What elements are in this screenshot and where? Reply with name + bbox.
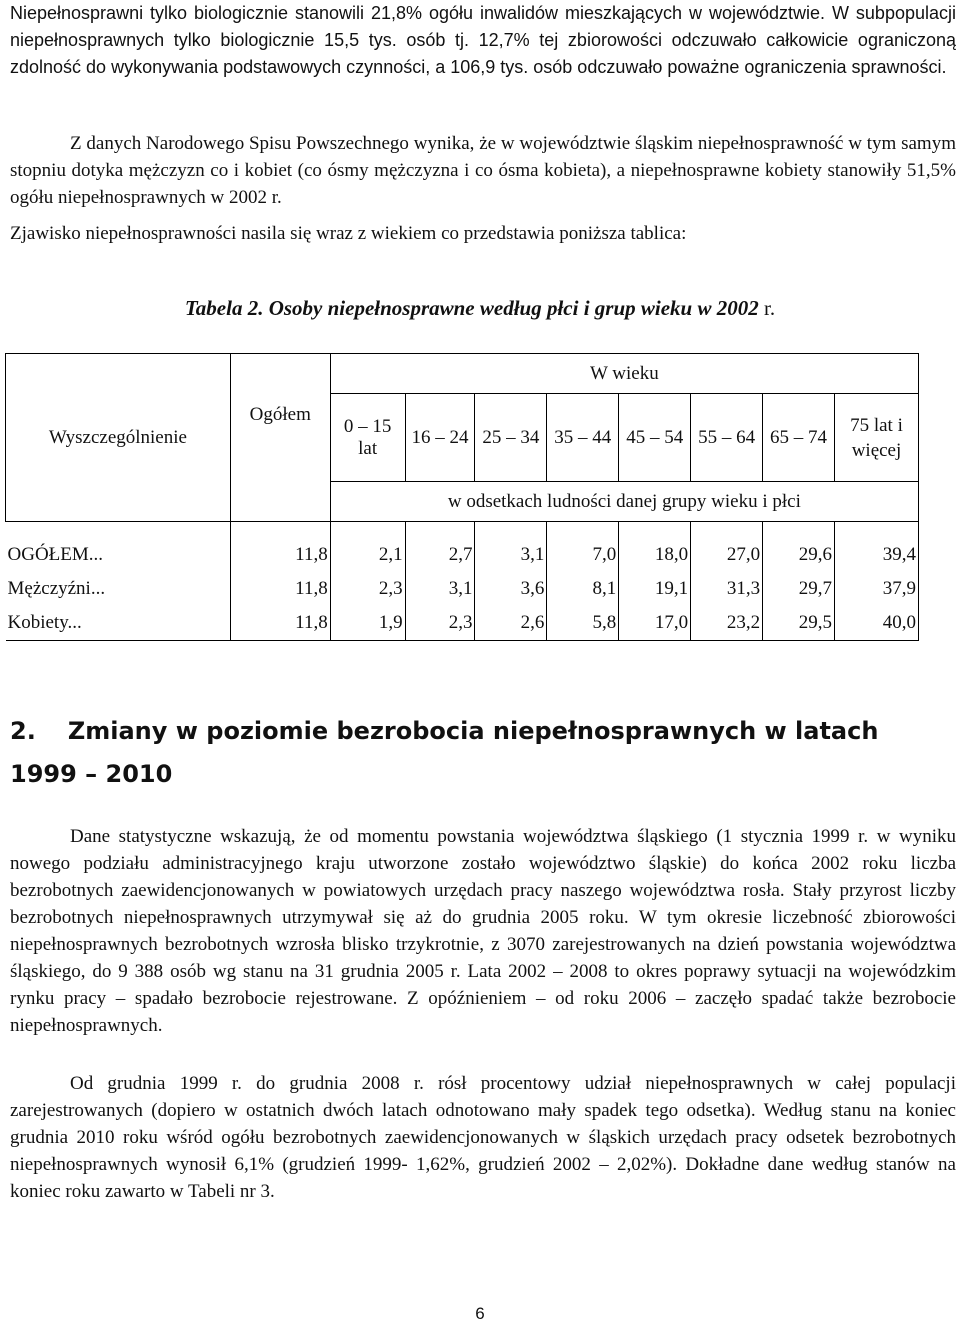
cell-value: 3,6 — [475, 572, 547, 606]
header-age-55-64: 55 – 64 — [691, 394, 763, 482]
row-label: Kobiety... — [6, 606, 231, 641]
cell-value: 23,2 — [691, 606, 763, 641]
header-age-25-34: 25 – 34 — [475, 394, 547, 482]
unemployment-paragraph: Dane statystyczne wskazują, że od momentu powstania województwa śląskiego (1 stycznia 1999 r. w wyniku nowego podziału administracyjnego kraju utworzone zostało województwo śląskie) do końca 2002 roku liczba bezrobotnych zaewidencjonowanych w powiatowych urzędach pracy naszego województwa rosła. Stały przyrost liczby bezrobotnych niepełnosprawnych utrzymywał się aż do grudnia 2005 roku. W tym okresie liczebność zbiorowości niepełnosprawnych bezrobotnych wzrosła blisko trzykrotnie, z 3070 zarejestrowanych na dzień powstania województwa śląskiego, do 9 388 osób wg stanu na 31 grudnia 2005 r. Lata 2002 – 2008 to okres poprawy sytuacji na wojewódzkim rynku pracy – spadało bezrobocie rejestrowane. Z opóźnieniem – od roku 2006 – zaczęło spadać także bezrobocie niepełnosprawnych. — [10, 826, 956, 1036]
cell-value: 2,3 — [405, 606, 475, 641]
disability-age-table — [5, 353, 919, 641]
cell-value: 31,3 — [691, 572, 763, 606]
cell-value: 8,1 — [547, 572, 619, 606]
header-age-16-24: 16 – 24 — [405, 394, 475, 482]
cell-value: 19,1 — [619, 572, 691, 606]
cell-value: 2,1 — [330, 538, 405, 572]
cell-value: 37,9 — [834, 572, 918, 606]
cell-value: 2,3 — [330, 572, 405, 606]
header-age-75-plus: 75 lat i więcej — [834, 394, 918, 482]
cell-value: 11,8 — [230, 572, 330, 606]
cell-value: 5,8 — [547, 606, 619, 641]
census-paragraph: Z danych Narodowego Spisu Powszechnego wynika, że w województwie śląskim niepełnosprawność w tym samym stopniu dotyka mężczyzn co i kobiet (co ósmy mężczyzna i co ósma kobieta), a niepełnosprawne kobiety stanowiły 51,5% ogółu niepełnosprawnych w 2002 r. — [10, 133, 956, 208]
header-description: Wyszczególnienie — [6, 354, 231, 522]
header-age-65-74: 65 – 74 — [763, 394, 835, 482]
table-caption-suffix: r. — [758, 296, 776, 320]
cell-value: 39,4 — [834, 538, 918, 572]
cell-value: 3,1 — [475, 538, 547, 572]
header-unit-note: w odsetkach ludności danej grupy wieku i płci — [330, 482, 918, 522]
table-intro-paragraph: Zjawisko niepełnosprawności nasila się wraz z wiekiem co przedstawia poniższa tablica: — [10, 223, 687, 244]
table-row — [6, 572, 919, 606]
cell-value: 27,0 — [691, 538, 763, 572]
row-label: OGÓŁEM... — [6, 538, 231, 572]
table-row — [6, 606, 919, 641]
cell-value: 2,6 — [475, 606, 547, 641]
cell-value: 3,1 — [405, 572, 475, 606]
header-age-35-44: 35 – 44 — [547, 394, 619, 482]
cell-value: 40,0 — [834, 606, 918, 641]
cell-value: 17,0 — [619, 606, 691, 641]
section-heading — [10, 710, 950, 796]
row-label: Mężczyźni... — [6, 572, 231, 606]
header-age-45-54: 45 – 54 — [619, 394, 691, 482]
cell-value: 29,5 — [763, 606, 835, 641]
cell-value: 18,0 — [619, 538, 691, 572]
share-paragraph: Od grudnia 1999 r. do grudnia 2008 r. rósł procentowy udział niepełnosprawnych w całej populacji zarejestrowanych (dopiero w ostatnich dwóch latach odnotowano mały spadek tego odsetka). Według stanu na koniec grudnia 2010 roku wśród ogółu bezrobotnych zaewidencjonowanych w śląskich urzędach pracy odsetek bezrobotnych niepełnosprawnych wynosił 6,1% (grudzień 1999- 1,62%, grudzień 2002 – 2,02%). Dokładne dane według stanów na koniec roku zawarto w Tabeli nr 3. — [10, 1073, 956, 1202]
cell-value: 29,6 — [763, 538, 835, 572]
section-title: Zmiany w poziomie bezrobocia niepełnosprawnych w latach 1999 – 2010 — [10, 717, 879, 788]
table-caption — [0, 296, 960, 321]
table-caption-text: Tabela 2. Osoby niepełnosprawne według płci i grup wieku w 2002 — [184, 296, 759, 320]
section-number: 2. — [10, 717, 36, 745]
cell-value: 1,9 — [330, 606, 405, 641]
cell-value: 7,0 — [547, 538, 619, 572]
page-number: 6 — [475, 1304, 485, 1323]
cell-value: 29,7 — [763, 572, 835, 606]
cell-value: 2,7 — [405, 538, 475, 572]
cell-value: 11,8 — [230, 538, 330, 572]
header-age-0-15: 0 – 15 lat — [330, 394, 405, 482]
header-age-group: W wieku — [330, 354, 918, 394]
intro-paragraph: Niepełnosprawni tylko biologicznie stanowili 21,8% ogółu inwalidów mieszkających w województwie. W subpopulacji niepełnosprawnych tylko biologicznie 15,5 tys. osób tj. 12,7% tej zbiorowości odczuwało całkowicie ograniczoną zdolność do wykonywania podstawowych czynności, a 106,9 tys. osób odczuwało poważne ograniczenia sprawności. — [10, 3, 956, 77]
header-total: Ogółem — [230, 354, 330, 522]
cell-value: 11,8 — [230, 606, 330, 641]
table-row — [6, 538, 919, 572]
